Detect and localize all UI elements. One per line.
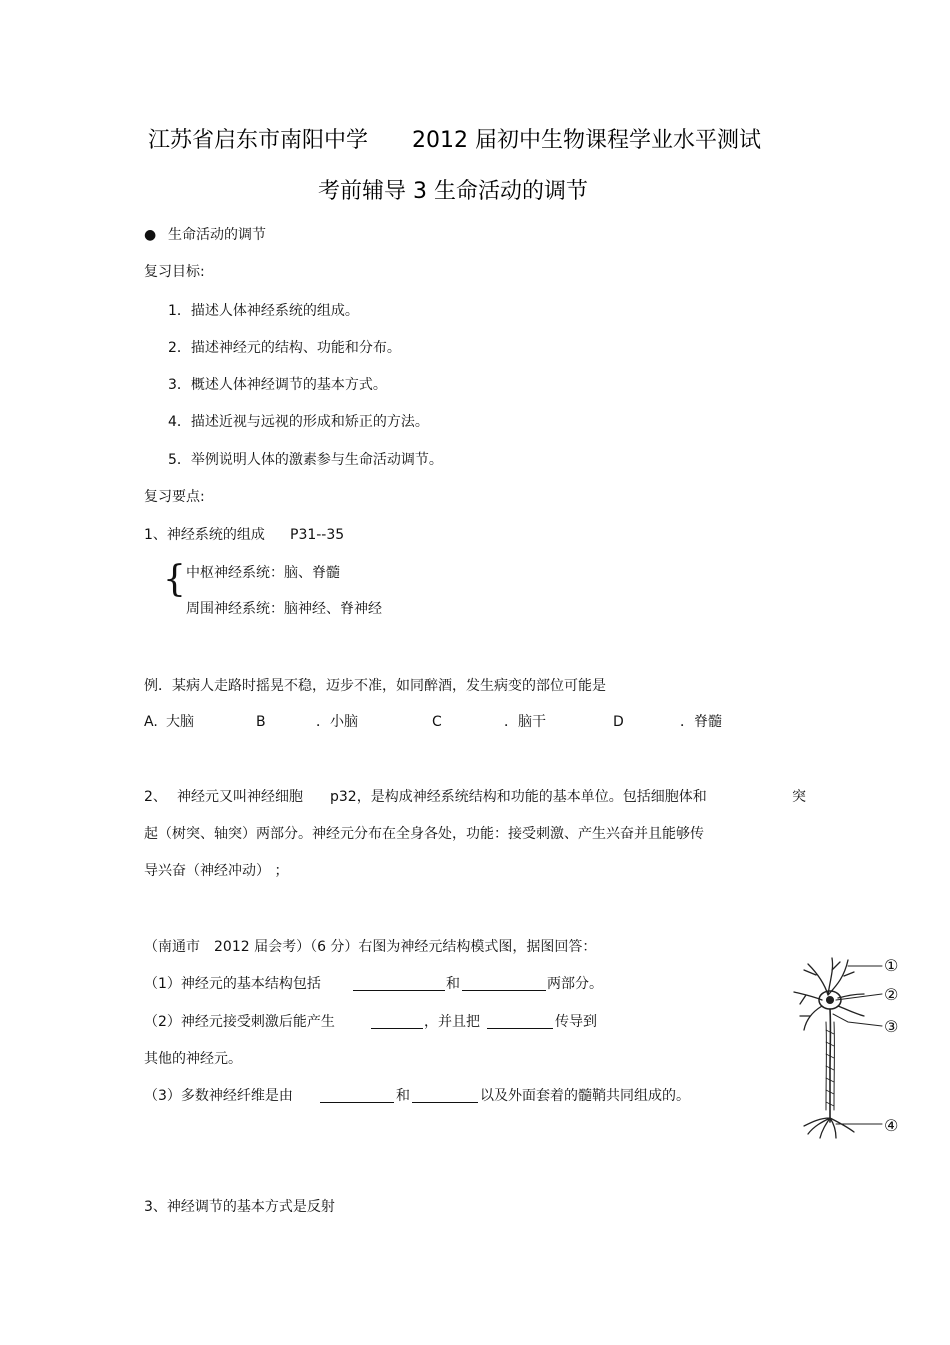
neuron-figure [786, 950, 910, 1140]
peripheral-nervous-system: 周围神经系统：脑神经、脊神经 [186, 601, 382, 617]
exam-q1-text: （1）神经元的基本结构包括 [144, 976, 321, 992]
exam-intro: 2012 届会考）（6 分）右图为神经元结构模式图，据图回答： [214, 939, 597, 955]
exam-q2-text: （2）神经元接受刺激后能产生 [144, 1014, 335, 1030]
exam-q1-end: 两部分。 [547, 976, 603, 992]
answer-blank[interactable] [320, 1088, 394, 1103]
point2-line2: 起（树突、轴突）两部分。神经元分布在全身各处，功能：接受刺激、产生兴奋并且能够传 [144, 826, 704, 842]
exam-q3-end: 以及外面套着的髓鞘共同组成的。 [480, 1088, 690, 1104]
section-heading: 生命活动的调节 [168, 227, 266, 243]
goal-item: 4．描述近视与远视的形成和矫正的方法。 [168, 414, 429, 430]
exam-q1-and: 和 [446, 976, 460, 992]
answer-blank[interactable] [371, 1014, 423, 1029]
point2-line1-part: p32，是构成神经系统结构和功能的基本单位。包括细胞体和 [330, 789, 707, 805]
option-c-text: ．脑干 [504, 714, 546, 730]
answer-blank[interactable] [353, 976, 445, 991]
point2-line1-part: 神经元又叫神经细胞 [177, 789, 303, 805]
goal-item: 5．举例说明人体的激素参与生命活动调节。 [168, 452, 443, 468]
goal-item: 2．描述神经元的结构、功能和分布。 [168, 340, 401, 356]
option-c-letter: C [432, 714, 442, 730]
point1-heading: 1、神经系统的组成 [144, 527, 265, 543]
answer-blank[interactable] [412, 1088, 478, 1103]
answer-blank[interactable] [487, 1014, 553, 1029]
point2-line3: 导兴奋（神经冲动） ； [144, 863, 289, 879]
figure-label-3: ③ [884, 1017, 899, 1036]
bullet-icon: ● [144, 227, 157, 243]
point1-page-ref: P31--35 [290, 527, 345, 543]
points-label: 复习要点: [144, 489, 205, 505]
exam-q3-text: （3）多数神经纤维是由 [144, 1088, 293, 1104]
point2-number: 2、 [144, 789, 167, 805]
option-b-text: ．小脑 [316, 714, 358, 730]
figure-label-2: ② [884, 985, 899, 1004]
point2-line1-end: 突 [792, 789, 806, 805]
point3-heading: 3、神经调节的基本方式是反射 [144, 1199, 335, 1215]
exam-q3-and: 和 [396, 1088, 410, 1104]
central-nervous-system: 中枢神经系统：脑、脊髓 [186, 565, 340, 581]
goal-item: 1．描述人体神经系统的组成。 [168, 303, 359, 319]
neuron-diagram [786, 950, 910, 1140]
exam-q2-end: 传导到 [555, 1014, 597, 1030]
option-d-text: ．脊髓 [680, 714, 722, 730]
page-title: 考前辅导 3 生命活动的调节 [318, 179, 588, 204]
answer-blank[interactable] [462, 976, 546, 991]
option-a-letter: A. [144, 714, 158, 730]
figure-label-4: ④ [884, 1116, 899, 1135]
goal-item: 3．概述人体神经调节的基本方式。 [168, 377, 387, 393]
option-a-text: 大脑 [166, 714, 194, 730]
option-b-letter: B [256, 714, 266, 730]
exam-q2-cont: 其他的神经元。 [144, 1051, 242, 1067]
title-line1-exam: 2012 届初中生物课程学业水平测试 [412, 128, 761, 153]
example-question: 例．某病人走路时摇晃不稳，迈步不准，如同醉酒，发生病变的部位可能是 [144, 678, 606, 694]
title-line1-school: 江苏省启东市南阳中学 [148, 128, 369, 153]
exam-q2-mid: ，并且把 [424, 1014, 480, 1030]
brace-icon: { [163, 559, 186, 600]
option-d-letter: D [613, 714, 624, 730]
exam-intro-source: （南通市 [144, 939, 200, 955]
figure-label-1: ① [884, 956, 899, 975]
goals-label: 复习目标: [144, 264, 205, 280]
